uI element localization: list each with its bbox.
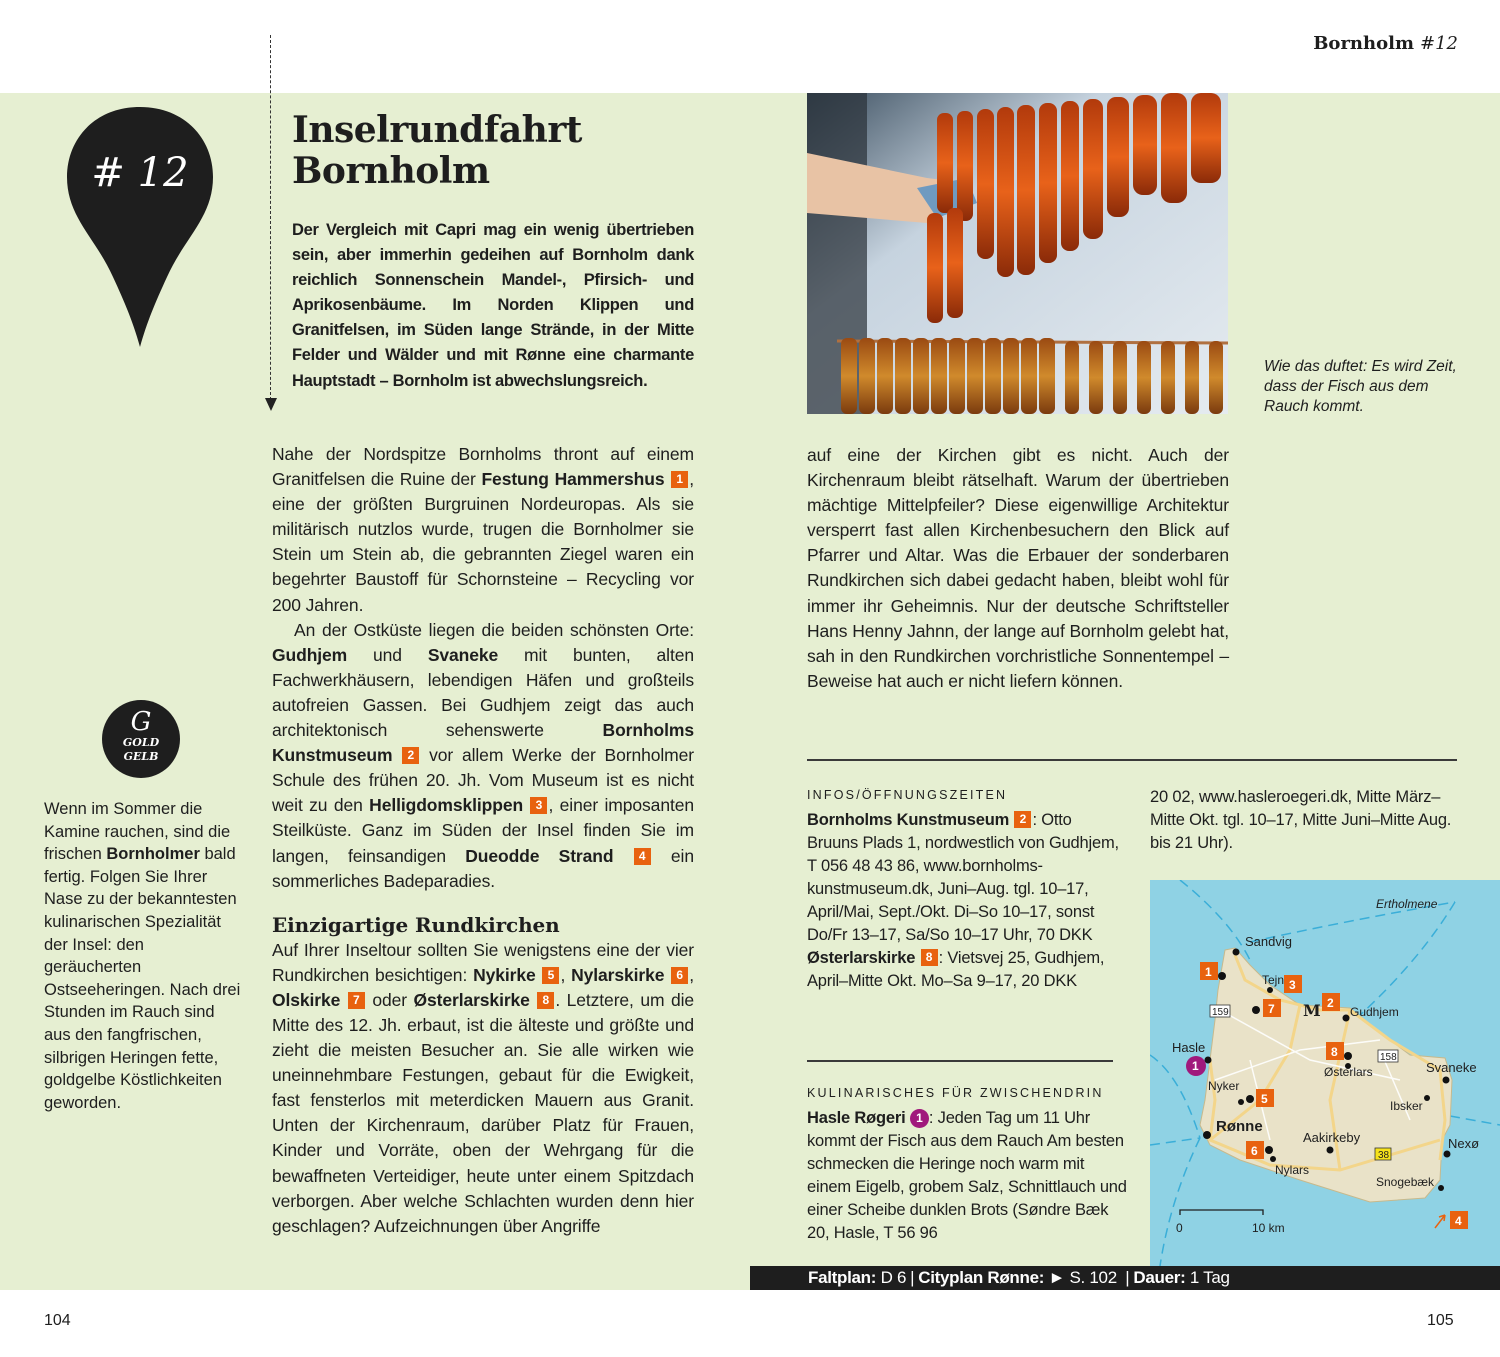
- paragraph-ostkueste: An der Ostküste liegen die beiden schönsten Orte: Gudhjem und Svaneke mit bunten, alten Fachwerkhäusern, lebendigen Häfen und großteils autofreien Gassen. Bei Gudhjem zeigt das auch architektonisch sehenswerte Bornholms Kunstmuseum 2 vor allem Werke der Bornholmer Schule des frühen 20. Jh. Vom Museum ist es nicht weit zu den Helligdomsklippen 3 , einer imposanten Steilküste. Ganz im Süden der Insel finden Sie im langen, feinsandigen Dueodde Strand 4 ein sommerliches Badeparadies.: [272, 619, 694, 891]
- svg-text:Gudhjem: Gudhjem: [1350, 1005, 1399, 1019]
- article-title: [292, 110, 582, 192]
- map-marker-badge[interactable]: 2: [1014, 811, 1031, 828]
- arrow-down-icon: [265, 398, 277, 411]
- svg-text:M: M: [1303, 1001, 1321, 1020]
- svg-text:Nyker: Nyker: [1208, 1079, 1240, 1093]
- svg-text:3: 3: [1289, 978, 1296, 992]
- svg-text:Hasle: Hasle: [1172, 1040, 1206, 1055]
- faltplan-label: Faltplan:: [808, 1268, 877, 1287]
- paragraph-hammershus: Nahe der Nordspitze Bornholms thront auf einem Granitfelsen die Ruine der Festung Hammershus 1 , eine der größten Burgruinen Nordeuropas. Als sie militärisch nutzlos wurde, trugen die Bornholmer sie Stein um Stein ab, die gebrannten Ziegel waren ein begehrter Baustoff für Schornsteine – Recycling vor 200 Jahren.: [272, 444, 694, 615]
- title-line-1: Inselrundfahrt: [292, 109, 582, 151]
- body-column-2: [807, 443, 1229, 694]
- sidebar-tip-text: Wenn im Sommer die Kamine rauchen, sind die frischen Bornholmer bald fertig. Folgen Sie Ihrer Nase zu der bekanntesten kulinarischen Spezialität der Insel: den geräucherten Ostseeheringen. Nach drei Stunden im Rauch sind aus den fangfrischen, silbrigen Heringen fette, goldgelbe Köstlichkeiten geworden.: [44, 800, 241, 1112]
- running-head-number: #12: [1420, 33, 1458, 54]
- cityplan-label: Cityplan Rønne:: [918, 1268, 1045, 1287]
- map-marker-badge[interactable]: 1: [671, 471, 688, 488]
- running-head: [1313, 33, 1458, 54]
- poi-helligdomsklippen: Helligdomsklippen: [369, 795, 524, 816]
- poi-kunstmuseum: Bornholms Kunstmuseum: [272, 720, 694, 766]
- svg-text:5: 5: [1261, 1092, 1268, 1106]
- svg-text:Rønne: Rønne: [1216, 1118, 1263, 1135]
- paragraph-rundkirchen: Auf Ihrer Inseltour sollten Sie wenigstens eine der vier Rundkirchen besichtigen: Nykirke 5 , Nylarskirke 6 , Olskirke 7 oder Østerlarskirke 8 . Letztere, um die Mitte des 12. Jh. erbaut, ist die älteste und größte und zieht die meisten Besucher an. Sie alle wirken wie uneinnehmbare Festungen, gebaut für die Ewigkeit, fast fensterlos mit meterdicken Mauern aus Granit. Unten der Kirchenraum, darüber Platz für Frauen, Kinder und Vorräte, oben der Wehrgang für die bewaffneten Verteidiger, heute unter einem Spitzdach verborgen. Aber welche Schlachten wurden denn hier geschlagen? Aufzeichnungen über Angriffe: [272, 939, 695, 1236]
- svg-text:0: 0: [1176, 1221, 1183, 1235]
- tour-number: # 12: [91, 150, 189, 196]
- map-marker-badge[interactable]: 6: [671, 967, 688, 984]
- svg-text:Østerlars: Østerlars: [1324, 1065, 1373, 1079]
- svg-text:Ibsker: Ibsker: [1390, 1099, 1423, 1113]
- info-kunstmuseum-name: Bornholms Kunstmuseum: [807, 811, 1010, 829]
- svg-text:8: 8: [1331, 1045, 1338, 1059]
- info-oesterlarskirke-name: Østerlarskirke: [807, 949, 916, 967]
- restaurant-marker-badge[interactable]: 1: [910, 1109, 929, 1128]
- svg-text:Snogebæk: Snogebæk: [1376, 1175, 1435, 1189]
- kulinarisch-entry-continued: 20 02, www.hasleroegeri.dk, Mitte März–Mitte Okt. tgl. 10–17, Mitte Juni–Mitte Aug. bis 21 Uhr).: [1150, 788, 1452, 852]
- poi-svaneke: Svaneke: [427, 644, 499, 665]
- infos-heading: INFOS/ÖFFNUNGSZEITEN: [807, 788, 1008, 802]
- kulinarisch-heading: KULINARISCHES FÜR ZWISCHENDRIN: [807, 1086, 1104, 1100]
- svg-text:2: 2: [1327, 996, 1334, 1010]
- infos-entries: Bornholms Kunstmuseum 2 : Otto Bruuns Plads 1, nordwestlich von Gudhjem, T 056 48 43 86, www.bornholms-kunstmuseum.dk, Juni–Aug. tgl. 10–17, April/Mai, Sept./Okt. Di–So 10–17, sonst Do/Fr 13–17, Sa/So 10–17 Uhr, 70 DKK Østerlarskirke 8 : Vietsvej 25, Gudhjem, April–Mitte Okt. Mo–Sa 9–17, 20 DKK: [807, 811, 1119, 990]
- paragraph-continued: auf eine der Kirchen gibt es nicht. Auch der Kirchenraum bleibt rätselhaft. Warum der übertrieben mächtige Mittelpfeiler? Diese eigenwillige Architektur versperrt fast allen Kirchenbesuchern den Blick auf Pfarrer und Altar. Was die Erbauer der sonderbaren Rundkirchen sich dabei gedacht haben, bleibt wohl für immer ihr Geheimnis. Nur der deutsche Schriftsteller Hans Henny Jahnn, der lange auf Bornholm gelebt hat, sah in den Rundkirchen vorchristliche Sonnentempel – Beweise hat auch er nicht liefern können.: [807, 445, 1229, 691]
- article-intro: Der Vergleich mit Capri mag ein wenig übertrieben sein, aber immerhin gedeihen auf Bornholm dank reichlich Sonnenschein Mandel-, Pfirsich- und Aprikosenbäume. Im Norden Klippen und Granitfelsen, im Süden lange Strände, in der Mitte Felder und Wälder und mit Rønne eine charmante Hauptstadt – Bornholm ist abwechslungsreich.: [292, 221, 694, 390]
- poi-dueodde-strand: Dueodde Strand: [465, 845, 614, 866]
- running-head-title: Bornholm: [1313, 33, 1414, 54]
- map-marker-badge[interactable]: 2: [402, 747, 419, 764]
- map-marker-badge[interactable]: 5: [542, 967, 559, 984]
- dashed-guide-line: [270, 35, 271, 400]
- map-graphic: [1150, 880, 1500, 1266]
- map-marker-badge[interactable]: 7: [348, 992, 365, 1009]
- map-marker-badge[interactable]: 3: [530, 797, 547, 814]
- poi-nykirke: Nykirke: [473, 964, 536, 985]
- page-number-left: 104: [44, 1312, 71, 1329]
- hasle-roegeri-name: Hasle Røgeri: [807, 1109, 906, 1127]
- badge-letter: G: [130, 707, 152, 737]
- divider-rule: [807, 759, 1457, 761]
- divider-rule: [807, 1060, 1113, 1062]
- svg-text:7: 7: [1268, 1002, 1275, 1016]
- map-marker-badge[interactable]: 8: [537, 992, 554, 1009]
- photo-illustration: [807, 93, 1228, 414]
- svg-text:10 km: 10 km: [1252, 1221, 1285, 1235]
- bornholm-map[interactable]: [1150, 880, 1500, 1266]
- map-marker-badge[interactable]: 4: [634, 848, 651, 865]
- badge-line-2: GELB: [123, 750, 159, 763]
- svg-text:38: 38: [1378, 1150, 1390, 1161]
- location-pin-icon: [67, 107, 213, 347]
- title-line-2: Bornholm: [292, 150, 490, 192]
- svg-text:Nexø: Nexø: [1448, 1136, 1480, 1151]
- svg-text:Nylars: Nylars: [1275, 1163, 1310, 1177]
- svg-text:Sandvig: Sandvig: [1245, 934, 1292, 949]
- footer-info-bar: Faltplan: D 6 | Cityplan Rønne: ► S. 102 | Dauer: 1 Tag: [750, 1266, 1500, 1290]
- sidebar-bold: Bornholmer: [106, 845, 200, 864]
- poi-festung-hammershus: Festung Hammershus: [481, 469, 665, 490]
- faltplan-value: D 6: [880, 1268, 907, 1287]
- poi-gudhjem: Gudhjem: [272, 644, 348, 665]
- section-heading: Einzigartige Rundkirchen: [272, 912, 560, 937]
- poi-olskirke: Olskirke: [272, 989, 341, 1010]
- svg-text:Tejn: Tejn: [1262, 973, 1285, 987]
- svg-text:Svaneke: Svaneke: [1426, 1060, 1477, 1075]
- dauer-label: Dauer:: [1133, 1268, 1186, 1287]
- goldgelb-badge: [102, 700, 180, 778]
- svg-text:4: 4: [1455, 1214, 1462, 1228]
- badge-line-1: GOLD: [122, 736, 160, 749]
- poi-oesterlarskirke: Østerlarskirke: [413, 989, 530, 1010]
- cityplan-link[interactable]: ► S. 102: [1048, 1268, 1117, 1287]
- map-marker-badge[interactable]: 8: [921, 949, 938, 966]
- svg-text:158: 158: [1380, 1052, 1397, 1063]
- dauer-value: 1 Tag: [1189, 1268, 1230, 1287]
- svg-text:Aakirkeby: Aakirkeby: [1303, 1130, 1361, 1145]
- svg-text:Ertholmene: Ertholmene: [1376, 897, 1438, 911]
- svg-text:1: 1: [1205, 965, 1212, 979]
- page-number-right: 105: [1427, 1312, 1454, 1329]
- svg-text:159: 159: [1212, 1007, 1229, 1018]
- svg-text:1: 1: [1192, 1059, 1199, 1073]
- smoked-fish-photo: [807, 93, 1228, 414]
- photo-caption: Wie das duftet: Es wird Zeit, dass der Fisch aus dem Rauch kommt.: [1264, 358, 1457, 415]
- kulinarisch-entry: Hasle Røgeri 1 : Jeden Tag um 11 Uhr kommt der Fisch aus dem Rauch Am besten schmecken die Heringe noch warm mit einem Eigelb, grobem Salz, Schnittlauch und einer Scheibe dunklen Brots (Søndre Bæk 20, Hasle, T 56 96: [807, 1109, 1127, 1242]
- body-column-1: [272, 442, 694, 1239]
- svg-text:6: 6: [1251, 1144, 1258, 1158]
- poi-nylarskirke: Nylarskirke: [571, 964, 665, 985]
